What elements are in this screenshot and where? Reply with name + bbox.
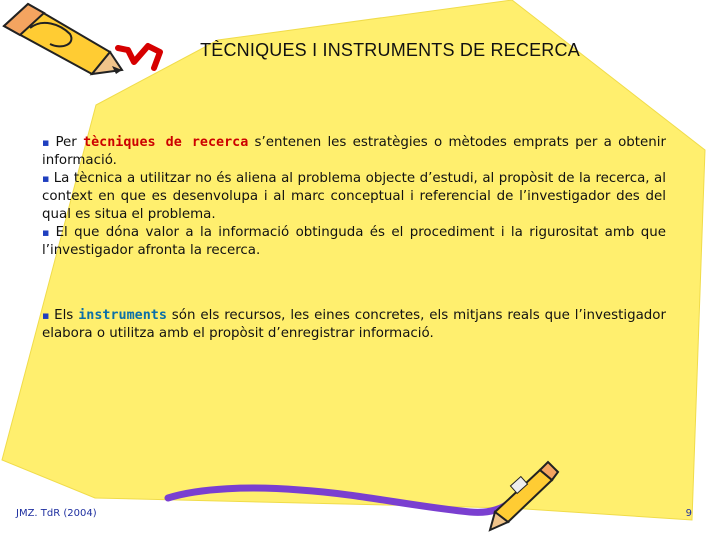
text-fragment: són els recursos, les eines concretes, els mitjans reals que l’investigador elabora o utilitza amb el propòsit d’enregistrar informació. (42, 308, 666, 341)
text-fragment: s’entenen les estratègies o mètodes emprats per a obtenir informació. (42, 135, 666, 168)
paragraph-technique-context (42, 170, 666, 224)
footer-author: JMZ. TdR (2004) (16, 508, 97, 519)
bullet-icon: ▪ (42, 226, 52, 239)
bullet-icon: ▪ (42, 309, 51, 322)
text-fragment: El que dóna valor a la informació obtinguda és el procediment i la rigurositat amb que l’investigador afronta la recerca. (42, 225, 666, 258)
text-fragment: Per (55, 135, 84, 150)
text-block-instruments (42, 307, 666, 343)
text-block-techniques (42, 134, 666, 260)
page-number: 9 (685, 508, 692, 519)
paragraph-information-value (42, 224, 666, 260)
paragraph-instruments-definition (42, 307, 666, 343)
bullet-icon: ▪ (42, 172, 50, 185)
paragraph-techniques-definition (42, 134, 666, 170)
bullet-icon: ▪ (42, 136, 52, 149)
keyword-tecniques: tècniques de recerca (83, 135, 249, 150)
text-fragment: Els (54, 308, 79, 323)
red-squiggle (118, 46, 160, 68)
text-fragment: La tècnica a utilitzar no és aliena al problema objecte d’estudi, al propòsit de la recerca, al context en que es desenvolupa i al marc conceptual i referencial de l’investigador des del qual es situa el problema. (42, 171, 666, 222)
page-title: TÈCNIQUES I INSTRUMENTS DE RECERCA (200, 40, 580, 60)
keyword-instruments: instruments (78, 308, 167, 323)
yellow-note-shape (2, 0, 705, 520)
pencil-icon (4, 4, 122, 74)
